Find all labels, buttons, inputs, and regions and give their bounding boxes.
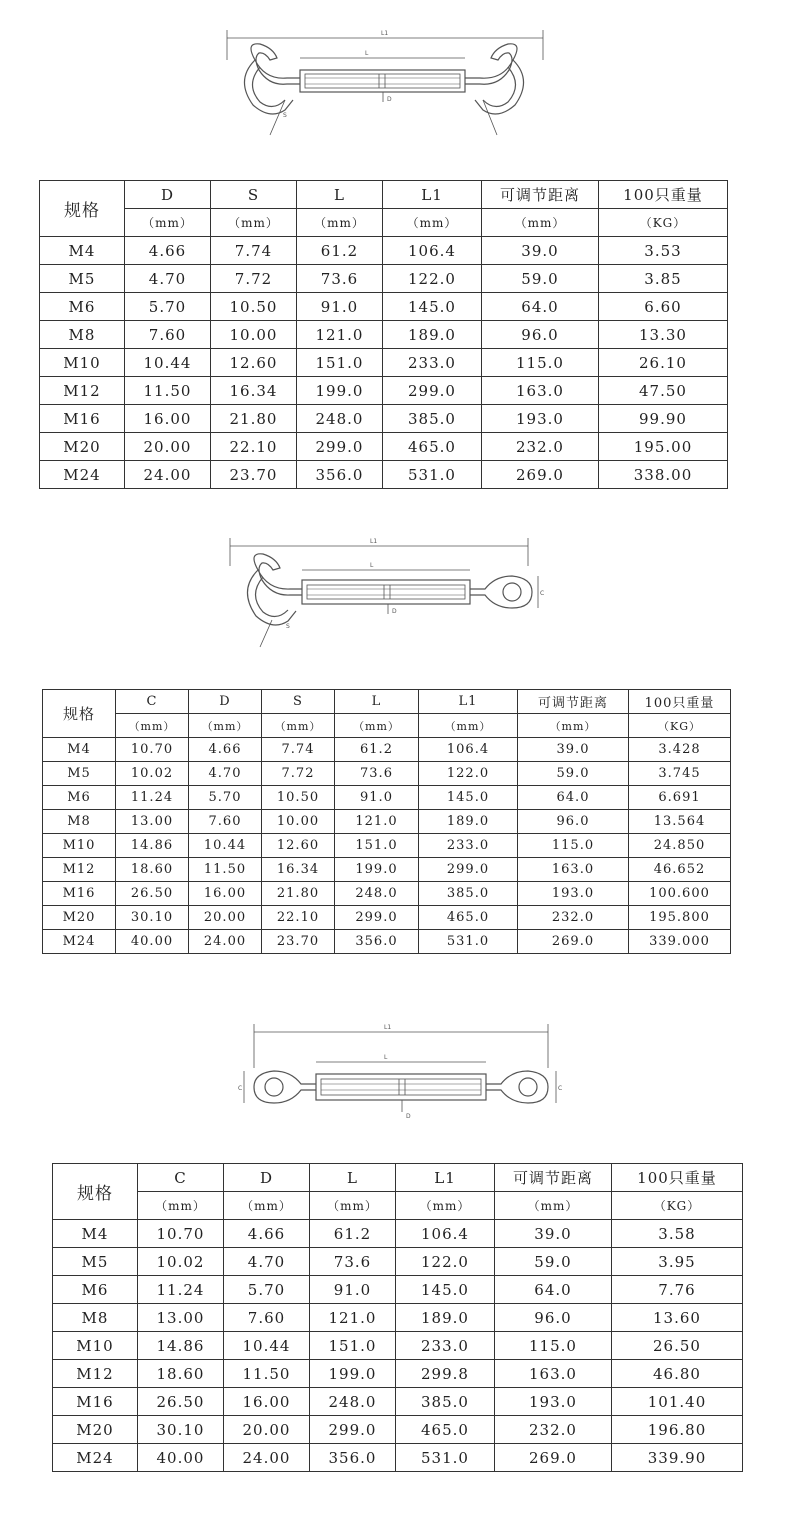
- value-cell: 339.000: [629, 930, 731, 954]
- value-cell: 11.50: [125, 377, 211, 405]
- value-cell: 10.50: [262, 786, 335, 810]
- value-cell: 145.0: [383, 293, 482, 321]
- unit-cell: （mm）: [138, 1192, 224, 1220]
- value-cell: 20.00: [189, 906, 262, 930]
- value-cell: 13.00: [138, 1304, 224, 1332]
- value-cell: 4.70: [224, 1248, 310, 1276]
- value-cell: 193.0: [518, 882, 629, 906]
- unit-cell: （KG）: [629, 714, 731, 738]
- value-cell: 23.70: [211, 461, 297, 489]
- value-cell: 199.0: [297, 377, 383, 405]
- value-cell: 199.0: [310, 1360, 396, 1388]
- unit-cell: （mm）: [383, 209, 482, 237]
- table-row: [40, 265, 728, 293]
- table-row: [40, 349, 728, 377]
- col-header: L1: [419, 690, 518, 714]
- value-cell: 10.02: [116, 762, 189, 786]
- spec-cell: M24: [40, 461, 125, 489]
- value-cell: 465.0: [383, 433, 482, 461]
- value-cell: 91.0: [297, 293, 383, 321]
- spec-cell: M16: [43, 882, 116, 906]
- value-cell: 299.0: [335, 906, 419, 930]
- value-cell: 59.0: [518, 762, 629, 786]
- value-cell: 299.0: [419, 858, 518, 882]
- value-cell: 122.0: [419, 762, 518, 786]
- value-cell: 10.02: [138, 1248, 224, 1276]
- value-cell: 299.0: [310, 1416, 396, 1444]
- value-cell: 248.0: [310, 1388, 396, 1416]
- table-row: [53, 1220, 743, 1248]
- table-row: [40, 433, 728, 461]
- value-cell: 4.66: [125, 237, 211, 265]
- value-cell: 189.0: [396, 1304, 495, 1332]
- hook-hook-turnbuckle-diagram: [215, 20, 555, 145]
- value-cell: 199.0: [335, 858, 419, 882]
- spec-cell: M5: [53, 1248, 138, 1276]
- value-cell: 189.0: [383, 321, 482, 349]
- unit-cell: （mm）: [419, 714, 518, 738]
- value-cell: 13.564: [629, 810, 731, 834]
- value-cell: 151.0: [335, 834, 419, 858]
- value-cell: 59.0: [482, 265, 599, 293]
- d-label: D: [406, 1113, 411, 1120]
- value-cell: 163.0: [495, 1360, 612, 1388]
- value-cell: 189.0: [419, 810, 518, 834]
- unit-cell: （mm）: [310, 1192, 396, 1220]
- value-cell: 20.00: [125, 433, 211, 461]
- table-row: [40, 405, 728, 433]
- value-cell: 163.0: [482, 377, 599, 405]
- value-cell: 16.00: [125, 405, 211, 433]
- value-cell: 145.0: [396, 1276, 495, 1304]
- table-body: [43, 738, 731, 954]
- unit-cell: （mm）: [335, 714, 419, 738]
- col-header: 100只重量: [629, 690, 731, 714]
- unit-cell: （KG）: [612, 1192, 743, 1220]
- unit-cell: （mm）: [125, 209, 211, 237]
- value-cell: 10.70: [116, 738, 189, 762]
- spec-header: 规格: [40, 181, 125, 237]
- unit-cell: （mm）: [396, 1192, 495, 1220]
- table-row: [43, 738, 731, 762]
- value-cell: 59.0: [495, 1248, 612, 1276]
- table-row: [43, 762, 731, 786]
- hook-hook-drawing: [215, 20, 555, 145]
- table-row: [40, 461, 728, 489]
- unit-row: [53, 1192, 743, 1220]
- value-cell: 10.70: [138, 1220, 224, 1248]
- value-cell: 269.0: [518, 930, 629, 954]
- value-cell: 11.50: [189, 858, 262, 882]
- s-label: S: [283, 112, 287, 119]
- value-cell: 64.0: [482, 293, 599, 321]
- spec-header: 规格: [53, 1164, 138, 1220]
- value-cell: 4.70: [189, 762, 262, 786]
- value-cell: 11.24: [138, 1276, 224, 1304]
- value-cell: 7.60: [189, 810, 262, 834]
- value-cell: 21.80: [211, 405, 297, 433]
- value-cell: 13.60: [612, 1304, 743, 1332]
- value-cell: 115.0: [518, 834, 629, 858]
- table-row: [43, 858, 731, 882]
- value-cell: 3.95: [612, 1248, 743, 1276]
- value-cell: 13.30: [599, 321, 728, 349]
- spec-cell: M24: [53, 1444, 138, 1472]
- value-cell: 96.0: [495, 1304, 612, 1332]
- value-cell: 4.66: [189, 738, 262, 762]
- value-cell: 531.0: [419, 930, 518, 954]
- table-row: [40, 237, 728, 265]
- value-cell: 4.66: [224, 1220, 310, 1248]
- value-cell: 106.4: [419, 738, 518, 762]
- spec-cell: M12: [43, 858, 116, 882]
- value-cell: 356.0: [335, 930, 419, 954]
- value-cell: 248.0: [297, 405, 383, 433]
- table-row: [43, 786, 731, 810]
- s-label: S: [286, 623, 290, 630]
- col-header: L: [297, 181, 383, 209]
- spec-cell: M10: [53, 1332, 138, 1360]
- value-cell: 11.50: [224, 1360, 310, 1388]
- spec-cell: M8: [43, 810, 116, 834]
- col-header: D: [189, 690, 262, 714]
- table-body: [53, 1220, 743, 1472]
- value-cell: 39.0: [495, 1220, 612, 1248]
- value-cell: 232.0: [495, 1416, 612, 1444]
- value-cell: 151.0: [310, 1332, 396, 1360]
- value-cell: 233.0: [396, 1332, 495, 1360]
- table-row: [43, 810, 731, 834]
- value-cell: 61.2: [335, 738, 419, 762]
- c-label-left: C: [238, 1085, 243, 1092]
- unit-row: [43, 714, 731, 738]
- value-cell: 101.40: [612, 1388, 743, 1416]
- table-row: [43, 930, 731, 954]
- spec-cell: M8: [40, 321, 125, 349]
- unit-cell: （mm）: [495, 1192, 612, 1220]
- value-cell: 7.72: [211, 265, 297, 293]
- value-cell: 106.4: [396, 1220, 495, 1248]
- spec-cell: M12: [53, 1360, 138, 1388]
- value-cell: 12.60: [262, 834, 335, 858]
- spec-cell: M10: [40, 349, 125, 377]
- eye-eye-spec-table: [52, 1163, 743, 1472]
- table-row: [40, 293, 728, 321]
- value-cell: 233.0: [383, 349, 482, 377]
- value-cell: 145.0: [419, 786, 518, 810]
- value-cell: 100.600: [629, 882, 731, 906]
- value-cell: 14.86: [138, 1332, 224, 1360]
- value-cell: 16.00: [189, 882, 262, 906]
- unit-cell: （mm）: [518, 714, 629, 738]
- value-cell: 46.652: [629, 858, 731, 882]
- table-row: [40, 321, 728, 349]
- value-cell: 7.74: [211, 237, 297, 265]
- value-cell: 16.34: [211, 377, 297, 405]
- value-cell: 26.50: [138, 1388, 224, 1416]
- value-cell: 151.0: [297, 349, 383, 377]
- value-cell: 5.70: [224, 1276, 310, 1304]
- hook-eye-drawing: [220, 532, 550, 662]
- col-header: 100只重量: [612, 1164, 743, 1192]
- l1-label: L1: [381, 30, 389, 37]
- unit-cell: （mm）: [211, 209, 297, 237]
- col-header: C: [138, 1164, 224, 1192]
- eye-eye-drawing: [236, 1018, 566, 1133]
- value-cell: 24.00: [189, 930, 262, 954]
- value-cell: 14.86: [116, 834, 189, 858]
- value-cell: 3.85: [599, 265, 728, 293]
- value-cell: 64.0: [518, 786, 629, 810]
- c-label-right: C: [558, 1085, 563, 1092]
- value-cell: 232.0: [518, 906, 629, 930]
- value-cell: 115.0: [495, 1332, 612, 1360]
- col-header: 可调节距离: [482, 181, 599, 209]
- value-cell: 30.10: [116, 906, 189, 930]
- spec-cell: M24: [43, 930, 116, 954]
- value-cell: 196.80: [612, 1416, 743, 1444]
- value-cell: 122.0: [383, 265, 482, 293]
- l-label: L: [384, 1054, 388, 1061]
- value-cell: 24.00: [125, 461, 211, 489]
- value-cell: 64.0: [495, 1276, 612, 1304]
- value-cell: 193.0: [482, 405, 599, 433]
- value-cell: 39.0: [482, 237, 599, 265]
- value-cell: 121.0: [297, 321, 383, 349]
- value-cell: 7.72: [262, 762, 335, 786]
- eye-eye-turnbuckle-diagram: [236, 1018, 566, 1133]
- value-cell: 91.0: [310, 1276, 396, 1304]
- spec-cell: M20: [43, 906, 116, 930]
- table-row: [43, 834, 731, 858]
- col-header: S: [262, 690, 335, 714]
- header-row: [53, 1164, 743, 1192]
- value-cell: 40.00: [138, 1444, 224, 1472]
- value-cell: 26.10: [599, 349, 728, 377]
- table-row: [53, 1360, 743, 1388]
- l-label: L: [370, 562, 374, 569]
- spec-cell: M4: [40, 237, 125, 265]
- col-header: L: [335, 690, 419, 714]
- spec-cell: M6: [53, 1276, 138, 1304]
- table-row: [53, 1416, 743, 1444]
- value-cell: 299.8: [396, 1360, 495, 1388]
- value-cell: 269.0: [482, 461, 599, 489]
- value-cell: 385.0: [396, 1388, 495, 1416]
- value-cell: 47.50: [599, 377, 728, 405]
- spec-cell: M4: [53, 1220, 138, 1248]
- value-cell: 3.745: [629, 762, 731, 786]
- hook-eye-spec-table: [42, 689, 731, 954]
- value-cell: 531.0: [383, 461, 482, 489]
- value-cell: 10.50: [211, 293, 297, 321]
- value-cell: 195.00: [599, 433, 728, 461]
- value-cell: 5.70: [189, 786, 262, 810]
- value-cell: 3.428: [629, 738, 731, 762]
- value-cell: 24.00: [224, 1444, 310, 1472]
- value-cell: 385.0: [383, 405, 482, 433]
- spec-cell: M16: [53, 1388, 138, 1416]
- value-cell: 11.24: [116, 786, 189, 810]
- value-cell: 299.0: [383, 377, 482, 405]
- value-cell: 385.0: [419, 882, 518, 906]
- col-header: D: [125, 181, 211, 209]
- value-cell: 73.6: [310, 1248, 396, 1276]
- value-cell: 115.0: [482, 349, 599, 377]
- value-cell: 16.34: [262, 858, 335, 882]
- value-cell: 122.0: [396, 1248, 495, 1276]
- table-row: [53, 1304, 743, 1332]
- value-cell: 531.0: [396, 1444, 495, 1472]
- l1-label: L1: [384, 1024, 392, 1031]
- col-header: 100只重量: [599, 181, 728, 209]
- value-cell: 121.0: [310, 1304, 396, 1332]
- value-cell: 61.2: [310, 1220, 396, 1248]
- col-header: D: [224, 1164, 310, 1192]
- value-cell: 356.0: [310, 1444, 396, 1472]
- value-cell: 6.60: [599, 293, 728, 321]
- value-cell: 232.0: [482, 433, 599, 461]
- value-cell: 26.50: [116, 882, 189, 906]
- value-cell: 12.60: [211, 349, 297, 377]
- col-header: 可调节距离: [495, 1164, 612, 1192]
- col-header: S: [211, 181, 297, 209]
- value-cell: 121.0: [335, 810, 419, 834]
- l-label: L: [365, 50, 369, 57]
- value-cell: 339.90: [612, 1444, 743, 1472]
- value-cell: 465.0: [419, 906, 518, 930]
- unit-row: [40, 209, 728, 237]
- spec-cell: M8: [53, 1304, 138, 1332]
- value-cell: 7.74: [262, 738, 335, 762]
- value-cell: 356.0: [297, 461, 383, 489]
- value-cell: 10.00: [262, 810, 335, 834]
- table-row: [53, 1444, 743, 1472]
- spec-cell: M10: [43, 834, 116, 858]
- spec-cell: M5: [43, 762, 116, 786]
- table-body: [40, 237, 728, 489]
- hook-eye-turnbuckle-diagram: [220, 532, 550, 662]
- spec-cell: M6: [43, 786, 116, 810]
- value-cell: 269.0: [495, 1444, 612, 1472]
- c-label: C: [540, 590, 545, 597]
- value-cell: 10.44: [189, 834, 262, 858]
- unit-cell: （mm）: [262, 714, 335, 738]
- table-row: [43, 906, 731, 930]
- value-cell: 193.0: [495, 1388, 612, 1416]
- value-cell: 4.70: [125, 265, 211, 293]
- col-header: L: [310, 1164, 396, 1192]
- value-cell: 299.0: [297, 433, 383, 461]
- value-cell: 21.80: [262, 882, 335, 906]
- table-row: [43, 882, 731, 906]
- value-cell: 24.850: [629, 834, 731, 858]
- value-cell: 18.60: [116, 858, 189, 882]
- header-row: [43, 690, 731, 714]
- col-header: 可调节距离: [518, 690, 629, 714]
- value-cell: 73.6: [335, 762, 419, 786]
- value-cell: 3.53: [599, 237, 728, 265]
- table-row: [53, 1276, 743, 1304]
- value-cell: 91.0: [335, 786, 419, 810]
- spec-cell: M20: [53, 1416, 138, 1444]
- unit-cell: （mm）: [189, 714, 262, 738]
- table-row: [53, 1332, 743, 1360]
- unit-cell: （mm）: [482, 209, 599, 237]
- value-cell: 248.0: [335, 882, 419, 906]
- value-cell: 195.800: [629, 906, 731, 930]
- value-cell: 22.10: [262, 906, 335, 930]
- value-cell: 10.00: [211, 321, 297, 349]
- value-cell: 18.60: [138, 1360, 224, 1388]
- unit-cell: （mm）: [297, 209, 383, 237]
- col-header: L1: [396, 1164, 495, 1192]
- value-cell: 20.00: [224, 1416, 310, 1444]
- value-cell: 99.90: [599, 405, 728, 433]
- value-cell: 10.44: [224, 1332, 310, 1360]
- value-cell: 16.00: [224, 1388, 310, 1416]
- value-cell: 233.0: [419, 834, 518, 858]
- header-row: [40, 181, 728, 209]
- value-cell: 61.2: [297, 237, 383, 265]
- value-cell: 26.50: [612, 1332, 743, 1360]
- value-cell: 96.0: [482, 321, 599, 349]
- table-row: [40, 377, 728, 405]
- value-cell: 10.44: [125, 349, 211, 377]
- value-cell: 13.00: [116, 810, 189, 834]
- value-cell: 30.10: [138, 1416, 224, 1444]
- value-cell: 163.0: [518, 858, 629, 882]
- d-label: D: [387, 96, 392, 103]
- value-cell: 5.70: [125, 293, 211, 321]
- value-cell: 96.0: [518, 810, 629, 834]
- spec-cell: M20: [40, 433, 125, 461]
- spec-cell: M16: [40, 405, 125, 433]
- value-cell: 73.6: [297, 265, 383, 293]
- value-cell: 7.76: [612, 1276, 743, 1304]
- spec-cell: M6: [40, 293, 125, 321]
- hook-hook-spec-table: [39, 180, 728, 489]
- table-row: [53, 1388, 743, 1416]
- unit-cell: （mm）: [116, 714, 189, 738]
- value-cell: 46.80: [612, 1360, 743, 1388]
- value-cell: 40.00: [116, 930, 189, 954]
- value-cell: 7.60: [125, 321, 211, 349]
- value-cell: 465.0: [396, 1416, 495, 1444]
- col-header: C: [116, 690, 189, 714]
- value-cell: 6.691: [629, 786, 731, 810]
- col-header: L1: [383, 181, 482, 209]
- l1-label: L1: [370, 538, 378, 545]
- d-label: D: [392, 608, 397, 615]
- value-cell: 338.00: [599, 461, 728, 489]
- value-cell: 7.60: [224, 1304, 310, 1332]
- value-cell: 22.10: [211, 433, 297, 461]
- value-cell: 3.58: [612, 1220, 743, 1248]
- table-row: [53, 1248, 743, 1276]
- value-cell: 39.0: [518, 738, 629, 762]
- spec-cell: M4: [43, 738, 116, 762]
- value-cell: 106.4: [383, 237, 482, 265]
- spec-cell: M12: [40, 377, 125, 405]
- unit-cell: （mm）: [224, 1192, 310, 1220]
- value-cell: 23.70: [262, 930, 335, 954]
- spec-header: 规格: [43, 690, 116, 738]
- unit-cell: （KG）: [599, 209, 728, 237]
- spec-cell: M5: [40, 265, 125, 293]
